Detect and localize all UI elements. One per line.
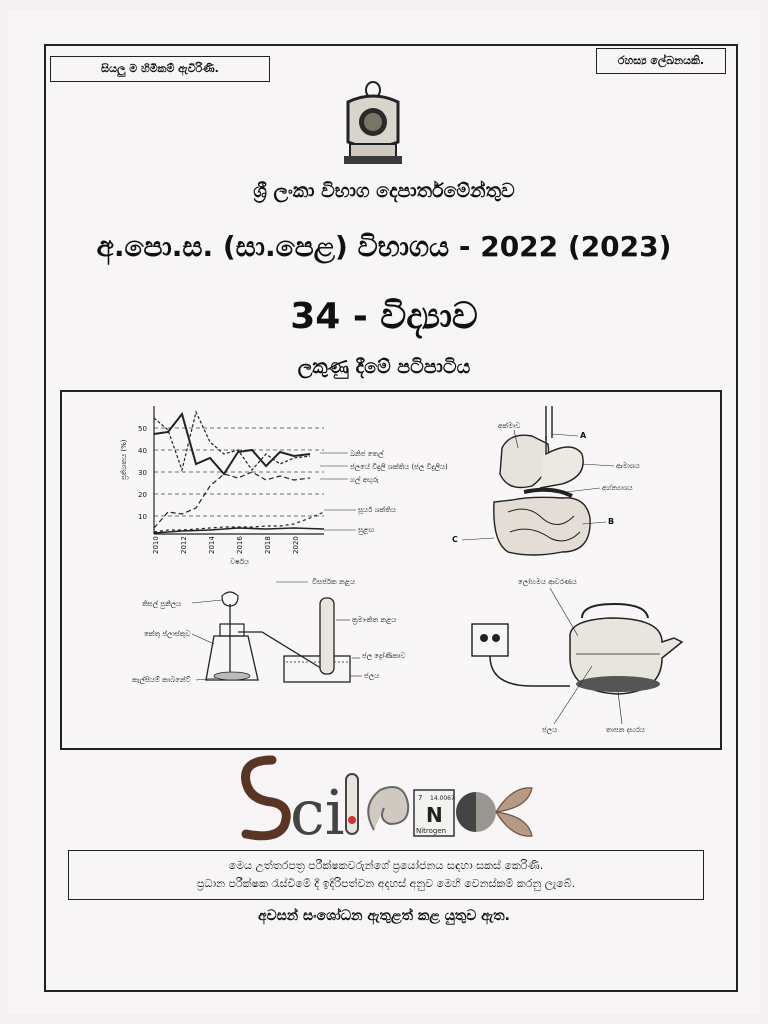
x-tick-2020: 2020 xyxy=(292,536,300,554)
legend-wind: සුළඟ xyxy=(358,526,375,534)
subject-title: 34 - විද්‍යාව xyxy=(290,296,478,337)
footer-note: අවසන් සංශෝධන ඇතුළත් කළ යුතුව ඇත. xyxy=(258,908,510,924)
legend-petroleum: ඛනිජ තෙල් xyxy=(350,450,384,458)
science-logo xyxy=(232,750,542,846)
y-tick-30: 30 xyxy=(138,469,147,477)
department-name: ශ්‍රී ලංකා විභාග දෙපාර්තමේන්තුව xyxy=(253,180,515,202)
legend-coal: ගල් අඟුරු xyxy=(350,476,379,484)
y-axis-label: ප්‍රතිශතය (%) xyxy=(120,439,128,480)
examiner-note-box xyxy=(68,850,704,900)
snake-s-icon xyxy=(246,760,287,836)
confidential-box: රහස්‍ය ලේඛනයකි. xyxy=(596,48,726,74)
label-water: ජලය xyxy=(364,672,380,680)
government-emblem-icon xyxy=(340,80,406,166)
y-tick-20: 20 xyxy=(138,491,147,499)
note-line-1: මෙය උත්තරපත්‍ර පරීක්ෂකවරුන්ගේ ප්‍රයෝජනය සඳහා සකස් කෙරිණි. xyxy=(228,859,544,872)
illustration-panel xyxy=(60,390,722,750)
logo-letters-ci: ci xyxy=(290,776,345,846)
y-tick-40: 40 xyxy=(138,447,147,455)
series-wind xyxy=(154,528,324,533)
digestive-system-diagram xyxy=(452,406,640,555)
kettle-diagram xyxy=(472,578,682,734)
nitrogen-atomic-mass: 14.0067 xyxy=(430,795,455,802)
label-c: C xyxy=(452,535,458,544)
series-coal xyxy=(154,472,310,528)
series-petroleum xyxy=(154,414,310,474)
nitrogen-symbol: N xyxy=(426,803,443,827)
note-line-2: ප්‍රධාන පරීක්ෂක රැස්වීමේ දී ඉදිරිපත්වන අදහස් අනුව මෙහි වෙනස්කම් කරනු ලැබේ. xyxy=(196,877,576,890)
label-thistle-funnel: තිසල් පුනීලය xyxy=(142,600,182,608)
label-kettle-water: ජලය xyxy=(542,726,558,734)
legend-solar: සූර්ය ශක්තිය xyxy=(358,506,396,514)
label-water-trough: ජල ද්‍රෝණිකාව xyxy=(362,652,406,660)
label-calcium-carbonate: කැල්සියම් කාබනේට් xyxy=(132,676,191,684)
test-tube-icon xyxy=(346,774,358,834)
x-tick-2018: 2018 xyxy=(264,536,272,554)
label-pancreas: අග්න්‍යාශය xyxy=(602,484,633,492)
gas-apparatus-diagram xyxy=(132,578,405,684)
label-delivery-tube: විසර්ජක නළය xyxy=(312,578,355,586)
x-tick-2010: 2010 xyxy=(152,536,160,554)
nitrogen-name: Nitrogen xyxy=(416,827,447,835)
copyright-box: සියලු ම හිමිකම් ඇවිරිණි. xyxy=(50,56,270,82)
x-tick-2016: 2016 xyxy=(236,536,244,554)
label-stomach: ආමාශය xyxy=(616,462,640,470)
label-graduated-tube: ක්‍රමාංකිත නළය xyxy=(352,616,397,624)
exam-title: අ.පො.ස. (සා.පෙළ) විභාගය - 2022 (2023) xyxy=(96,230,672,263)
x-axis-label: වර්ෂය xyxy=(230,558,250,566)
y-tick-10: 10 xyxy=(138,513,147,521)
x-tick-2012: 2012 xyxy=(180,536,188,554)
marking-scheme-title: ලකුණු දීමේ පටිපාටිය xyxy=(297,356,471,378)
y-tick-50: 50 xyxy=(138,425,147,433)
leaf-icon xyxy=(496,788,532,836)
label-a: A xyxy=(580,431,587,440)
series-solar xyxy=(154,512,324,532)
label-b: B xyxy=(608,517,615,526)
nitrogen-atomic-number: 7 xyxy=(418,794,423,802)
energy-graph xyxy=(120,406,448,566)
label-conical-flask: කේතු ප්ලාස්කුව xyxy=(144,630,191,638)
x-tick-2014: 2014 xyxy=(208,536,216,554)
label-liver: අක්මාව xyxy=(498,422,521,430)
shell-icon xyxy=(368,787,408,830)
label-metal-casing: ලෝහමය ආවරණය xyxy=(518,578,577,586)
legend-hydro: ජලයේ විදුලි ශක්තිය (ජල විදුලිය) xyxy=(350,463,448,471)
label-heating-coil: තාපන දඟරය xyxy=(606,726,645,734)
